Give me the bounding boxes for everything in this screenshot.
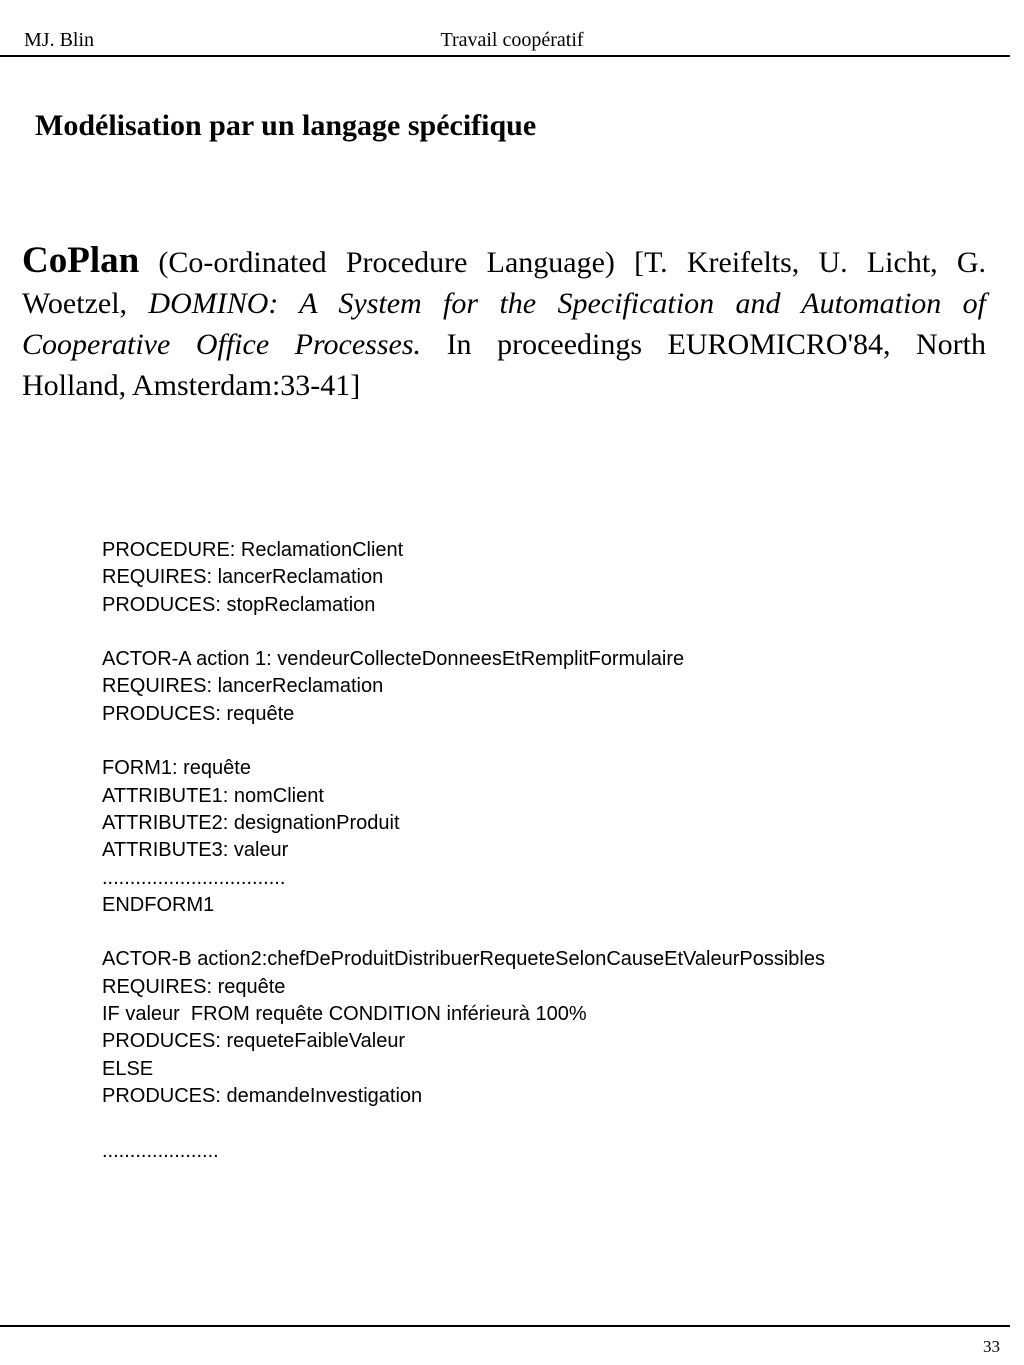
code-line: ELSE: [102, 1057, 154, 1080]
code-line: .....................: [102, 1139, 219, 1162]
code-line: IF valeur FROM requête CONDITION inférieurà 100%: [102, 1003, 587, 1026]
header-author: MJ. Blin: [24, 29, 95, 51]
code-line: PRODUCES: requête: [102, 702, 295, 725]
code-line: ATTRIBUTE2: designationProduit: [102, 811, 400, 834]
header-divider: [0, 55, 1010, 57]
footer-divider: [0, 1325, 1010, 1327]
code-line: REQUIRES: requête: [102, 975, 286, 998]
code-line: ACTOR-B action2:chefDeProduitDistribuerRequeteSelonCauseEtValeurPossibles: [102, 948, 825, 971]
citation-name: CoPlan: [22, 240, 140, 281]
code-line: ENDFORM1: [102, 893, 215, 916]
code-line: [102, 1110, 1002, 1137]
code-line: [102, 728, 1002, 755]
code-line: PRODUCES: demandeInvestigation: [102, 1084, 423, 1107]
code-line: ATTRIBUTE1: nomClient: [102, 784, 324, 807]
code-line: REQUIRES: lancerReclamation: [102, 566, 384, 589]
code-line: REQUIRES: lancerReclamation: [102, 675, 384, 698]
code-line: ACTOR-A action 1: vendeurCollecteDonneesEtRemplitFormulaire: [102, 648, 685, 671]
code-line: FORM1: requête: [102, 757, 251, 780]
code-line: PRODUCES: stopReclamation: [102, 593, 376, 616]
code-line: ATTRIBUTE3: valeur: [102, 839, 289, 862]
code-line: PRODUCES: requeteFaibleValeur: [102, 1030, 406, 1053]
citation-text-2: In proceedings EUROMICRO'84, North Holland, Amsterdam:33-41]: [22, 328, 986, 402]
header-title: Travail coopératif: [440, 29, 584, 51]
page-number: 33: [983, 1337, 1000, 1356]
code-line: PROCEDURE: ReclamationClient: [102, 539, 404, 561]
code-line: [102, 919, 1002, 946]
citation-text-1: (Co-ordinated Procedure Language) [T. Kreifelts, U. Licht, G. Woetzel,: [22, 246, 986, 320]
code-line: .................................: [102, 866, 286, 889]
coplan-code-block: [102, 537, 1002, 1165]
citation-italic-title: DOMINO: A System for the Specification and Automation of Cooperative Office Processes.: [22, 287, 986, 361]
code-line: [102, 619, 1002, 646]
section-title: Modélisation par un langage spécifique: [35, 109, 537, 142]
citation-paragraph: [22, 240, 986, 406]
